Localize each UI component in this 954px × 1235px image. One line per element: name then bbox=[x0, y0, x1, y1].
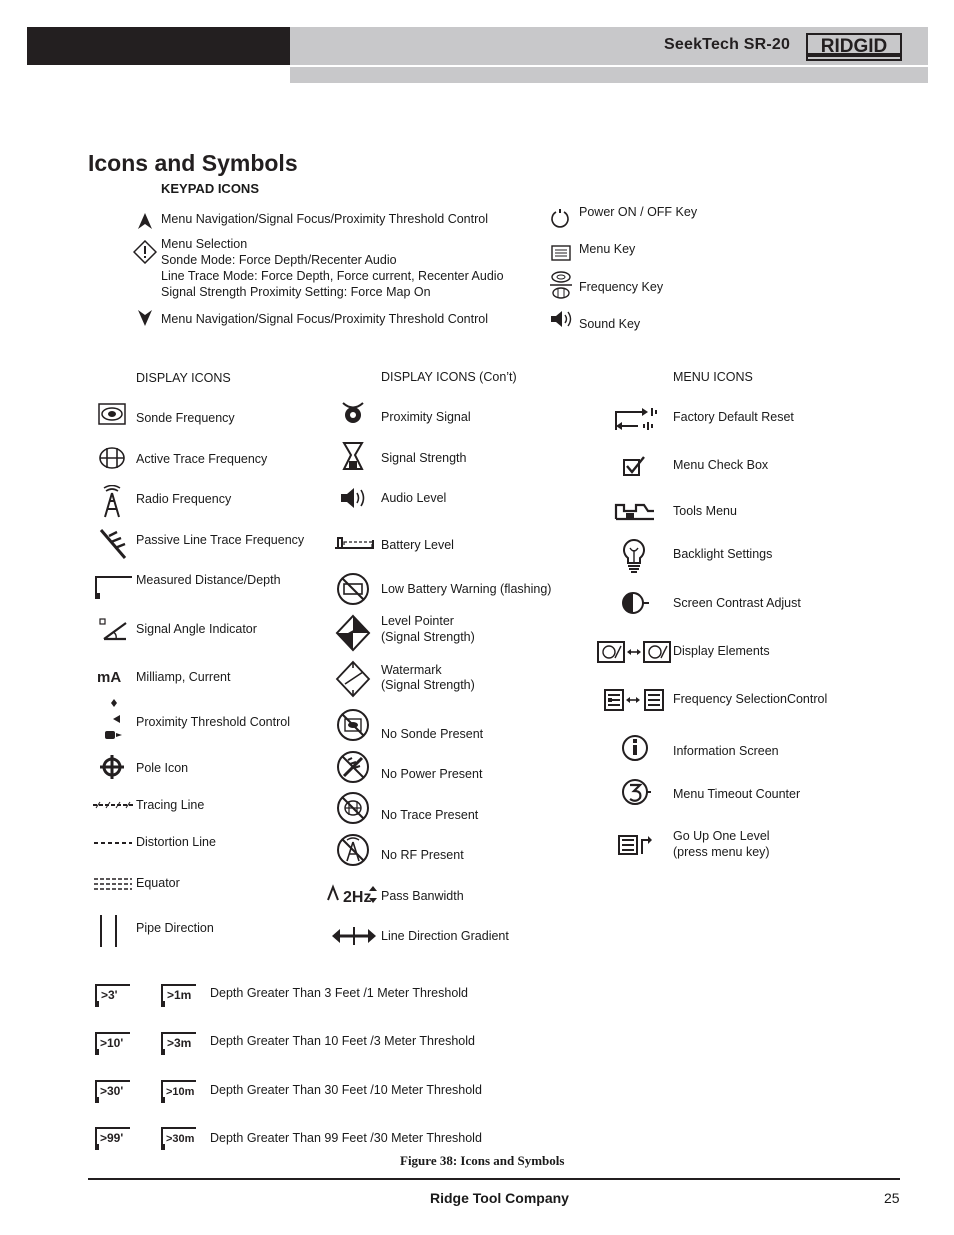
up-arrow-icon bbox=[136, 212, 154, 230]
menu-key-icon bbox=[551, 245, 571, 261]
information-screen-icon bbox=[620, 733, 650, 763]
menu-item: Backlight Settings bbox=[673, 547, 773, 561]
menu-item: Menu Timeout Counter bbox=[673, 787, 801, 801]
product-model: SeekTech SR-20 bbox=[664, 36, 791, 53]
menu-check-box-icon bbox=[622, 455, 646, 477]
no-rf-icon bbox=[336, 832, 370, 868]
display2-item: Level Pointer bbox=[381, 614, 454, 628]
no-power-icon bbox=[336, 750, 370, 784]
watermark-icon bbox=[335, 660, 371, 698]
display2-item: Line Direction Gradient bbox=[381, 929, 509, 943]
no-sonde-icon bbox=[336, 708, 370, 742]
display2-item: Signal Strength bbox=[381, 451, 467, 465]
menu-item: Go Up One Level bbox=[673, 829, 770, 843]
display1-item: Pole Icon bbox=[136, 761, 189, 775]
audio-level-icon bbox=[339, 486, 369, 510]
svg-text:>30': >30' bbox=[100, 1084, 124, 1098]
display1-item: Distortion Line bbox=[136, 835, 216, 849]
depth-m-icon bbox=[160, 1079, 198, 1105]
tracing-line-icon bbox=[92, 800, 136, 810]
screen-contrast-icon bbox=[620, 590, 650, 616]
display1-item: Proximity Threshold Control bbox=[136, 715, 290, 729]
svg-text:mA: mA bbox=[97, 669, 122, 686]
no-trace-icon bbox=[336, 791, 370, 825]
pole-icon bbox=[99, 754, 125, 780]
frequency-selection-icon bbox=[604, 688, 666, 712]
display2-item: Audio Level bbox=[381, 491, 447, 505]
display1-item: Pipe Direction bbox=[136, 921, 214, 935]
sound-key-label: Sound Key bbox=[579, 317, 641, 331]
menu-item: Tools Menu bbox=[673, 504, 737, 518]
footer-company: Ridge Tool Company bbox=[430, 1190, 569, 1206]
display1-item: Radio Frequency bbox=[136, 492, 232, 506]
display2-item: No RF Present bbox=[381, 848, 464, 862]
display-elements-icon bbox=[597, 640, 673, 664]
display1-item: Measured Distance/Depth bbox=[136, 573, 281, 587]
sonde-frequency-icon bbox=[98, 402, 126, 426]
menu-item: (press menu key) bbox=[673, 845, 770, 859]
backlight-settings-icon bbox=[622, 538, 646, 576]
display2-item: No Power Present bbox=[381, 767, 483, 781]
depth-row-label: Depth Greater Than 99 Feet /30 Meter Threshold bbox=[210, 1131, 482, 1145]
radio-frequency-icon bbox=[100, 485, 124, 519]
select-diamond-icon bbox=[133, 240, 157, 264]
depth-ft-icon bbox=[94, 1031, 132, 1057]
display2-item: Battery Level bbox=[381, 538, 454, 552]
footer-rule bbox=[88, 1178, 900, 1180]
menu-item: Display Elements bbox=[673, 644, 770, 658]
keypad-heading: KEYPAD ICONS bbox=[161, 181, 259, 196]
power-key-label: Power ON / OFF Key bbox=[579, 205, 698, 219]
depth-m-icon bbox=[160, 1031, 198, 1057]
signal-strength-icon bbox=[341, 441, 365, 471]
display1-item: Signal Angle Indicator bbox=[136, 622, 257, 636]
sound-key-icon bbox=[549, 309, 573, 329]
display2-item: Low Battery Warning (flashing) bbox=[381, 582, 552, 596]
svg-text:>3': >3' bbox=[101, 988, 118, 1002]
active-trace-frequency-icon bbox=[98, 446, 126, 470]
tools-menu-icon bbox=[614, 499, 656, 523]
display2-item: No Trace Present bbox=[381, 808, 479, 822]
frequency-key-icon bbox=[549, 270, 573, 300]
display2-item: Pass Banwidth bbox=[381, 889, 464, 903]
svg-text:>1m: >1m bbox=[167, 988, 192, 1002]
keypad-up-label: Menu Navigation/Signal Focus/Proximity Threshold Control bbox=[161, 212, 489, 226]
depth-ft-icon bbox=[94, 1079, 132, 1105]
display1-item: Equator bbox=[136, 876, 180, 890]
pass-bandwidth-icon bbox=[326, 882, 382, 906]
level-pointer-icon bbox=[335, 614, 371, 652]
page-title: Icons and Symbols bbox=[88, 150, 298, 176]
menu-item: Information Screen bbox=[673, 744, 779, 758]
ridgid-logo bbox=[806, 33, 902, 61]
menu-item: Screen Contrast Adjust bbox=[673, 596, 801, 610]
power-icon bbox=[550, 208, 570, 228]
go-up-one-level-icon bbox=[618, 834, 654, 856]
depth-row-label: Depth Greater Than 10 Feet /3 Meter Threshold bbox=[210, 1034, 475, 1048]
menu-item: Menu Check Box bbox=[673, 458, 769, 472]
header-strip bbox=[290, 65, 928, 83]
display1-item: Sonde Frequency bbox=[136, 411, 235, 425]
svg-text:>10': >10' bbox=[100, 1036, 124, 1050]
factory-reset-icon bbox=[612, 404, 658, 434]
display2-item: No Sonde Present bbox=[381, 727, 484, 741]
menu-key-label: Menu Key bbox=[579, 242, 636, 256]
depth-m-icon bbox=[160, 1126, 198, 1152]
down-arrow-icon bbox=[136, 309, 154, 327]
pipe-direction-icon bbox=[97, 914, 121, 948]
display-icons-cont-heading: DISPLAY ICONS (Con’t) bbox=[381, 370, 517, 384]
svg-text:>30m: >30m bbox=[166, 1133, 195, 1145]
figure-caption: Figure 38: Icons and Symbols bbox=[400, 1153, 565, 1168]
frequency-key-label: Frequency Key bbox=[579, 280, 664, 294]
menu-icons-heading: MENU ICONS bbox=[673, 370, 753, 384]
display1-item: Tracing Line bbox=[136, 798, 205, 812]
proximity-signal-icon bbox=[340, 400, 366, 426]
svg-text:RIDGID: RIDGID bbox=[820, 36, 888, 57]
low-battery-warning-icon bbox=[336, 572, 370, 606]
svg-text:>99': >99' bbox=[100, 1131, 124, 1145]
svg-text:>3m: >3m bbox=[167, 1036, 192, 1050]
svg-text:>10m: >10m bbox=[166, 1086, 195, 1098]
display2-item: (Signal Strength) bbox=[381, 678, 475, 692]
keypad-down-label: Menu Navigation/Signal Focus/Proximity Threshold Control bbox=[161, 312, 489, 326]
depth-m-icon bbox=[160, 983, 198, 1009]
measured-distance-icon bbox=[94, 575, 134, 601]
milliamp-icon bbox=[96, 664, 130, 686]
display2-item: Proximity Signal bbox=[381, 410, 471, 424]
depth-row-label: Depth Greater Than 30 Feet /10 Meter Threshold bbox=[210, 1083, 482, 1097]
depth-row-label: Depth Greater Than 3 Feet /1 Meter Threshold bbox=[210, 986, 469, 1000]
display-icons-heading: DISPLAY ICONS bbox=[136, 371, 231, 385]
display2-item: Watermark bbox=[381, 663, 442, 677]
svg-text:2Hz: 2Hz bbox=[343, 889, 372, 906]
header-black-bar bbox=[27, 27, 292, 65]
keypad-select-label-3: Line Trace Mode: Force Depth, Force current, Recenter Audio bbox=[161, 269, 504, 283]
distortion-line-icon bbox=[93, 839, 133, 847]
equator-icon bbox=[93, 876, 133, 892]
menu-item: Frequency SelectionControl bbox=[673, 692, 828, 706]
display1-item: Active Trace Frequency bbox=[136, 452, 268, 466]
passive-line-trace-icon bbox=[99, 528, 127, 560]
menu-item: Factory Default Reset bbox=[673, 410, 794, 424]
display2-item: (Signal Strength) bbox=[381, 630, 475, 644]
page-number: 25 bbox=[884, 1190, 900, 1206]
proximity-threshold-icon bbox=[103, 697, 125, 741]
keypad-select-label-2: Sonde Mode: Force Depth/Recenter Audio bbox=[161, 253, 397, 267]
line-direction-gradient-icon bbox=[330, 925, 378, 947]
display1-item: Passive Line Trace Frequency bbox=[136, 533, 305, 547]
depth-ft-icon bbox=[94, 983, 132, 1009]
signal-angle-icon bbox=[98, 617, 128, 641]
keypad-select-label-4: Signal Strength Proximity Setting: Force Map On bbox=[161, 285, 431, 299]
battery-level-icon bbox=[334, 536, 374, 550]
keypad-select-label-1: Menu Selection bbox=[161, 237, 248, 251]
display1-item: Milliamp, Current bbox=[136, 670, 231, 684]
menu-timeout-icon bbox=[620, 776, 652, 808]
depth-ft-icon bbox=[94, 1126, 132, 1152]
